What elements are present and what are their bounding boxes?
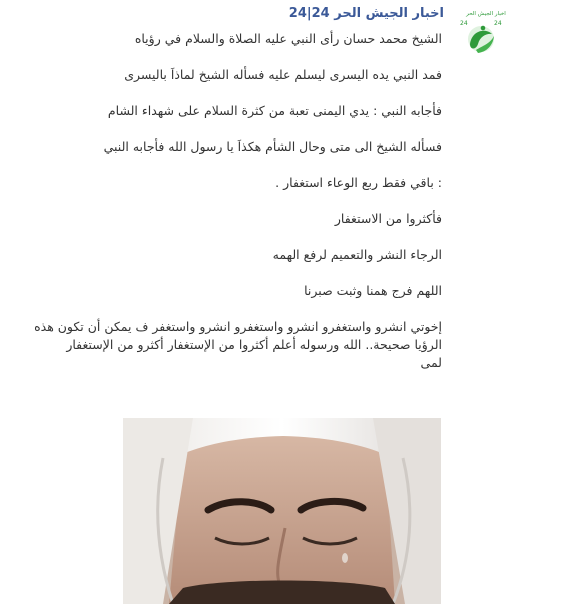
man-white-headscarf-photo [123,418,441,604]
post-paragraph: الشيخ محمد حسان رأى النبي عليه الصلاة والسلام في رؤياه [134,31,442,46]
logo-number-left: 24 [460,20,468,27]
post-author-link[interactable]: اخبار الجيش الحر 24|24 [288,6,444,21]
post-closing-text: إخوتي انشرو واستغفرو انشرو واستغفرو انشرو واستغفر ف يمكن أن تكون هذه الرؤيا صحيحة.. الله ورسوله أعلم أكثروا من الإستغفار أكثرو من الإستغفار [34,319,442,352]
post-paragraph: فسأله الشيخ الى متى وحال الشأم هكذاَ يا رسول الله فأجابه النبي [103,139,442,154]
post-paragraph: فمد النبي يده اليسرى ليسلم عليه فسأله الشيخ لماذاَ باليسرى [124,67,442,82]
post-paragraph: فأجابه النبي : يدي اليمنى تعبة من كثرة السلام على شهداء الشام [107,103,442,118]
post-paragraph: الرجاء النشر والتعميم لرفع الهمه [272,247,442,262]
post-body [8,30,442,372]
logo-top-text: اخبار الجيش الحر [466,11,506,17]
logo-icon [456,6,506,56]
post-signature: لمى [420,355,442,370]
logo-number-right: 24 [494,20,502,27]
post-paragraph: فأكثروا من الاستغفار [334,211,442,226]
page-avatar[interactable] [456,6,506,56]
post-photo[interactable] [123,418,441,604]
post-paragraph: اللهم فرج همنا وثبت صبرنا [304,283,442,298]
post-paragraph: : باقي فقط ربع الوعاء استغفار . [275,175,442,190]
